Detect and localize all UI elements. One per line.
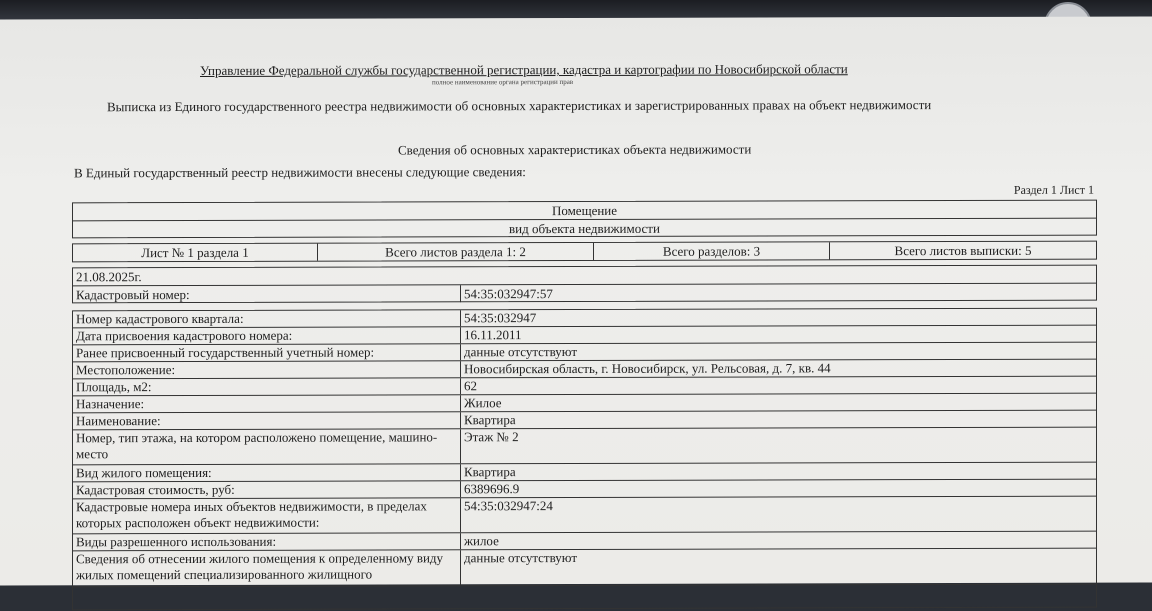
row-value: 16.11.2011 bbox=[464, 327, 522, 343]
row-label: Назначение: bbox=[73, 395, 461, 412]
authority-name: Управление Федеральной службы государственной регистрации, кадастра и картографии по Новосибирской области bbox=[200, 61, 848, 78]
section-count: Всего разделов: 3 bbox=[594, 242, 830, 260]
cadastral-number-row bbox=[73, 284, 1096, 304]
table-row bbox=[73, 497, 1096, 535]
row-label: Площадь, м2: bbox=[73, 378, 461, 395]
object-type: Помещение bbox=[73, 201, 1096, 222]
row-value: Этаж № 2 bbox=[464, 429, 519, 445]
object-type-caption: вид объекта недвижимости bbox=[509, 220, 660, 237]
row-value: данные отсутствуют bbox=[464, 343, 578, 360]
row-label: Дата присвоения кадастрового номера: bbox=[73, 327, 461, 344]
row-value: 62 bbox=[464, 378, 477, 394]
table-row bbox=[73, 549, 1096, 588]
row-value: Жилое bbox=[464, 395, 502, 411]
row-label: Сведения об отнесении жилого помещения к определенному виду жилых помещений специализированного жилищного bbox=[73, 550, 461, 586]
row-value: 54:35:032947 bbox=[464, 310, 537, 326]
table-row bbox=[73, 428, 1096, 466]
authority-caption: полное наименование органа регистрации прав bbox=[432, 78, 574, 87]
row-value: данные отсутствуют bbox=[464, 549, 578, 566]
row-label: Номер, тип этажа, на котором расположено помещение, машино-место bbox=[73, 429, 461, 464]
section-title: Сведения об основных характеристиках объекта недвижимости bbox=[398, 141, 752, 158]
row-value: Квартира bbox=[464, 412, 516, 428]
sheet-number: Лист № 1 раздела 1 bbox=[73, 244, 318, 262]
row-label: Вид жилого помещения: bbox=[73, 464, 461, 481]
extract-title: Выписка из Единого государственного реестра недвижимости об основных характеристиках и зарегистрированных правах на объект недвижимости bbox=[107, 97, 932, 115]
intro-text: В Единый государственный реестр недвижимости внесены следующие сведения: bbox=[74, 164, 526, 181]
row-label: Наименование: bbox=[73, 412, 461, 429]
row-value: 6389696.9 bbox=[464, 481, 520, 497]
row-label: Номер кадастрового квартала: bbox=[73, 310, 461, 327]
row-label: Ранее присвоенный государственный учетный номер: bbox=[73, 344, 461, 361]
row-label: Виды разрешенного использования: bbox=[73, 533, 461, 550]
cadastral-number-value: 54:35:032947:57 bbox=[464, 286, 553, 302]
total-sheets: Всего листов выписки: 5 bbox=[894, 242, 1032, 259]
row-value: Новосибирская область, г. Новосибирск, ул. Рельсовая, д. 7, кв. 44 bbox=[464, 360, 831, 377]
document-page bbox=[0, 16, 1152, 585]
cadastral-number-label: Кадастровый номер: bbox=[73, 285, 461, 303]
extract-date: 21.08.2025г. bbox=[73, 266, 1096, 287]
sheet-count-section: Всего листов раздела 1: 2 bbox=[318, 243, 594, 261]
page-reference: Раздел 1 Лист 1 bbox=[1013, 182, 1094, 197]
row-label: Кадастровая стоимость, руб: bbox=[73, 481, 461, 498]
row-value: 54:35:032947:24 bbox=[464, 498, 553, 514]
row-value: жилое bbox=[464, 533, 499, 549]
sheet-info-row bbox=[72, 241, 1097, 263]
date-cadastral-box bbox=[72, 265, 1097, 304]
characteristics-table bbox=[72, 308, 1097, 611]
row-label: Кадастровые номера иных объектов недвижимости, в пределах которых расположен объект недвижимости: bbox=[73, 498, 461, 533]
object-type-box bbox=[72, 200, 1097, 239]
row-value: Квартира bbox=[464, 464, 516, 480]
row-label: Местоположение: bbox=[73, 361, 461, 378]
